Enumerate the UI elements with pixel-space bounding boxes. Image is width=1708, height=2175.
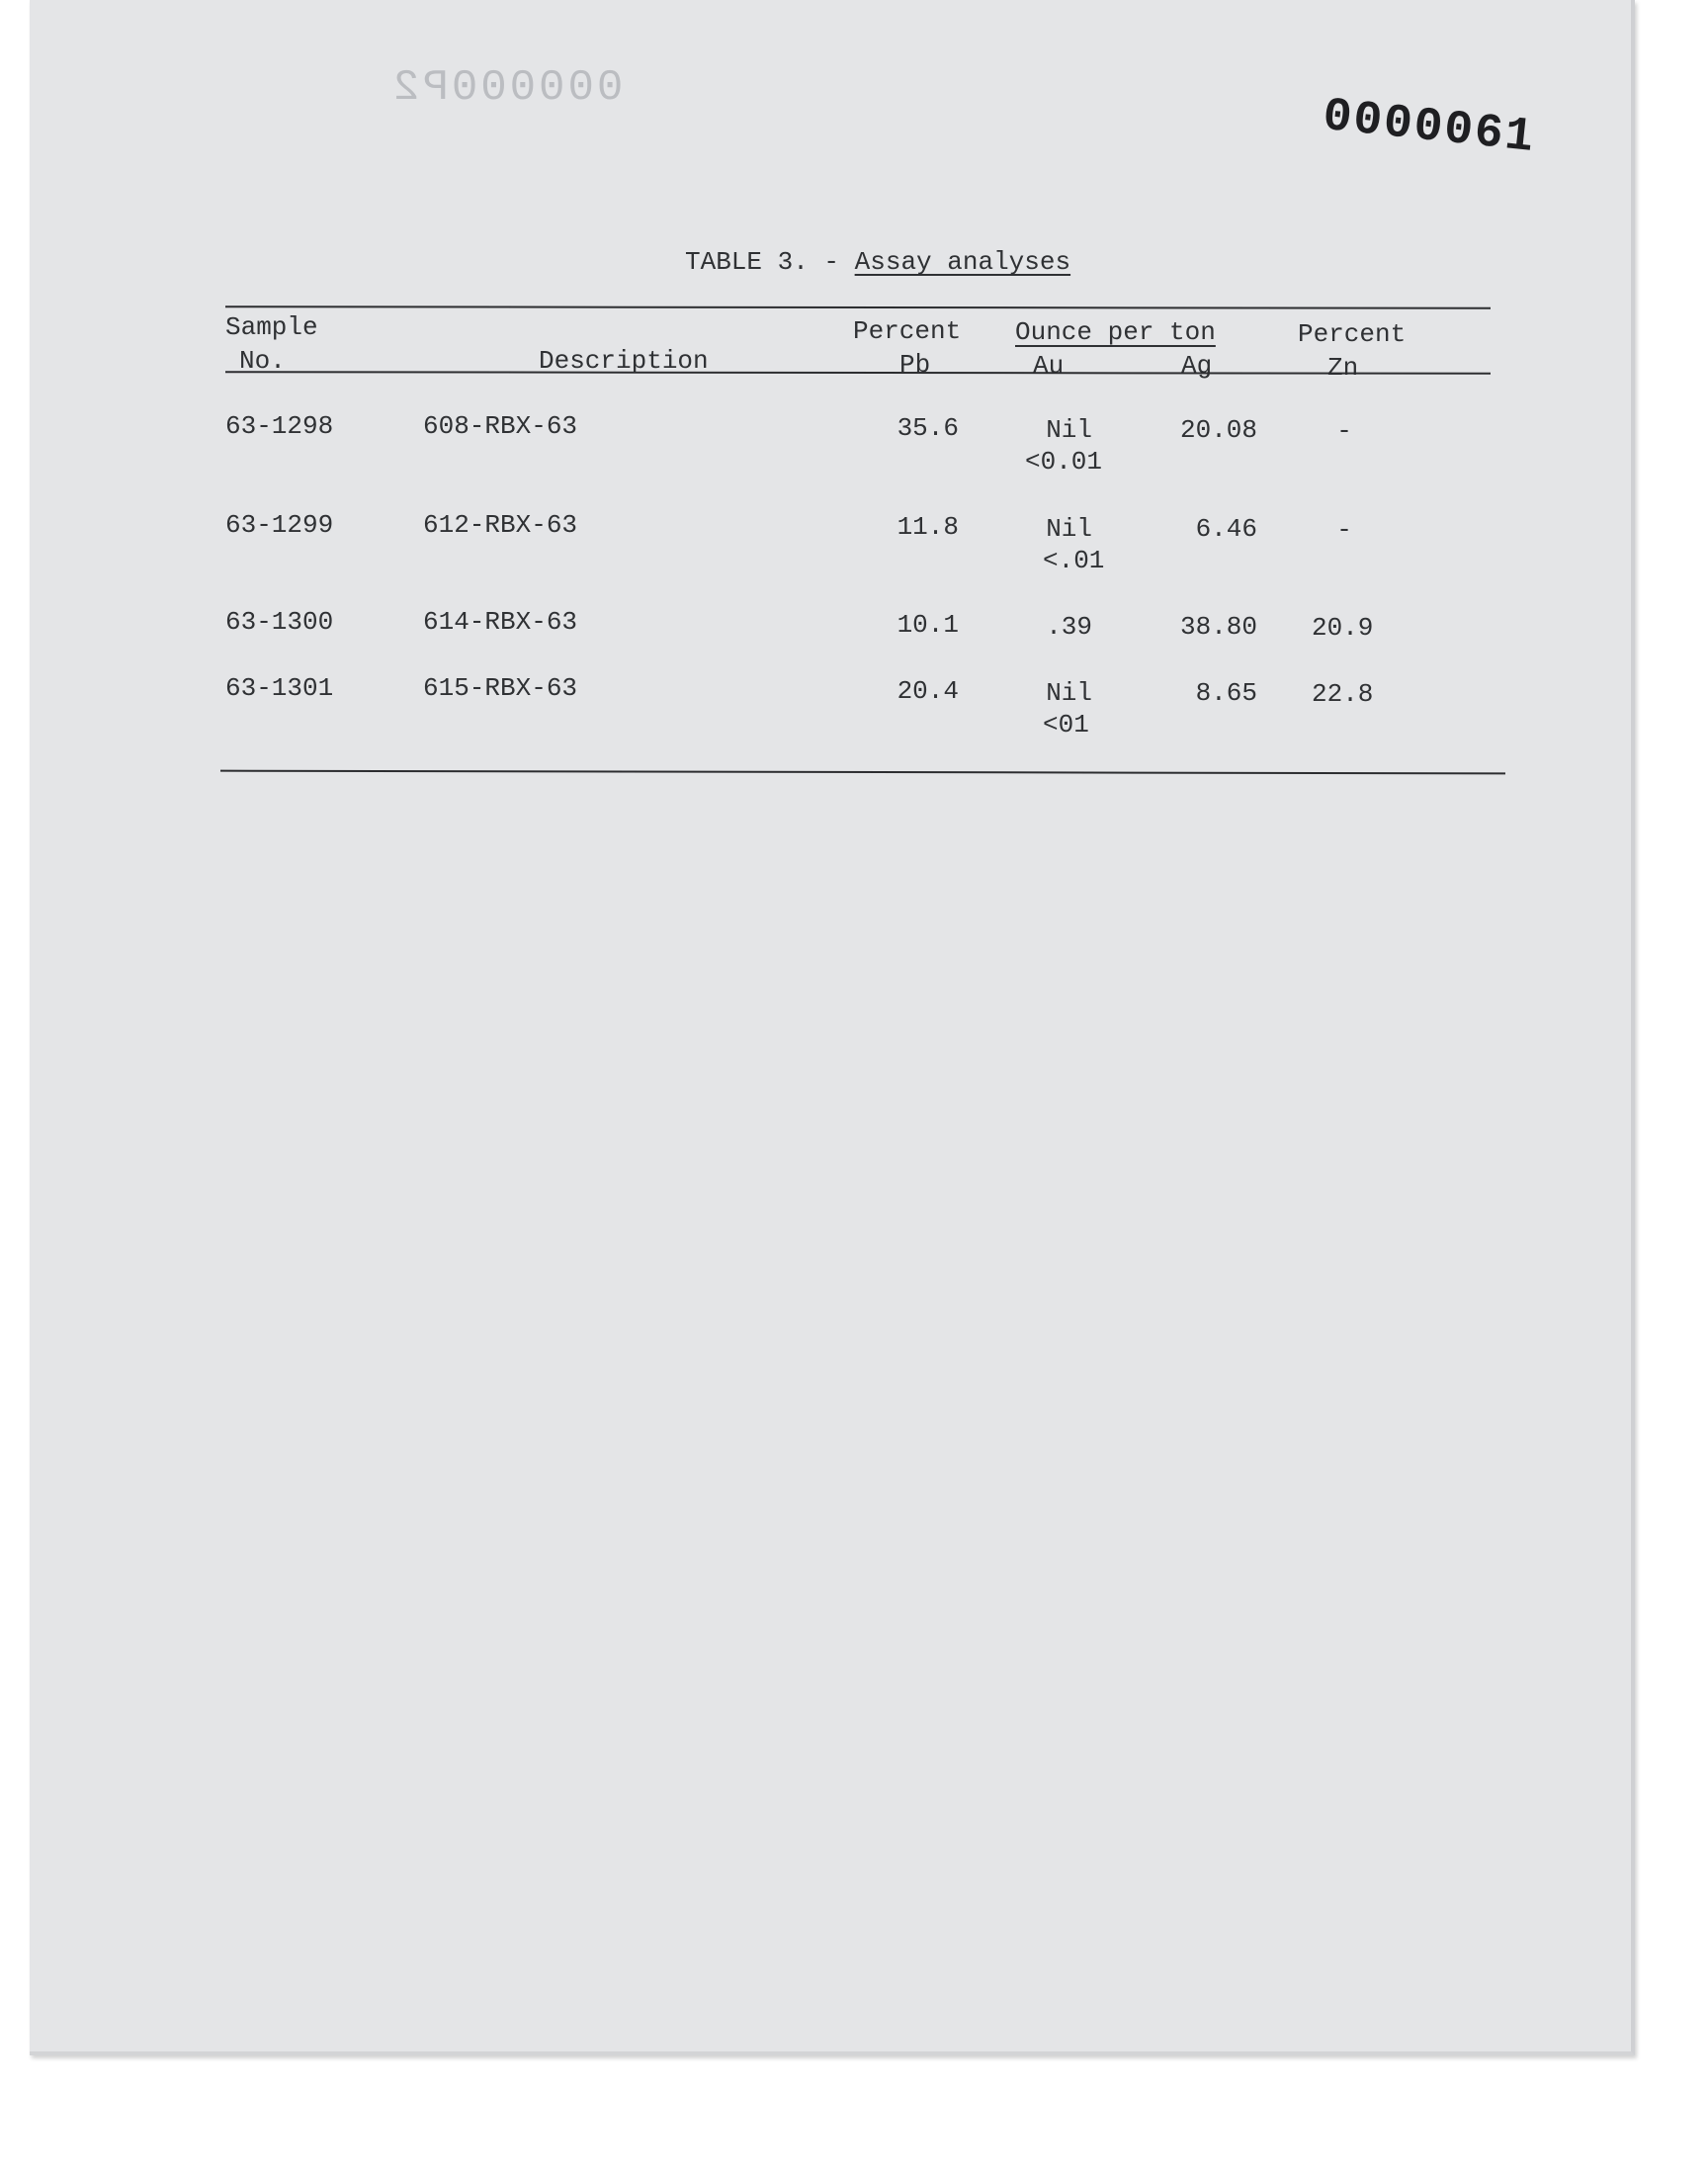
row2-sample: 63-1299 — [225, 510, 334, 540]
table-title-main: Assay analyses — [854, 247, 1071, 277]
table-header-rule — [225, 371, 1491, 375]
row4-ag: 8.65 — [1195, 678, 1257, 708]
page-number-stamp: 0000061 — [1320, 89, 1538, 166]
row3-au: .39 — [1046, 612, 1092, 642]
row1-au: Nil — [1046, 415, 1092, 445]
table-top-rule — [225, 305, 1491, 309]
header-ag: Ag — [1181, 351, 1213, 381]
header-percent-zn-line1: Percent — [1298, 319, 1407, 349]
header-ounce-group-label: Ounce per ton — [1015, 317, 1216, 347]
header-percent-pb-line1: Percent — [853, 316, 962, 346]
header-percent-zn-line2: Zn — [1327, 353, 1359, 383]
row1-zn: - — [1336, 416, 1352, 446]
header-ounce-per-ton — [1015, 317, 1216, 347]
row4-sample: 63-1301 — [225, 673, 334, 703]
row1-ag: 20.08 — [1179, 415, 1257, 445]
paper-sheet — [30, 0, 1635, 2055]
row4-au: Nil — [1046, 678, 1092, 708]
row3-ag: 38.80 — [1179, 612, 1257, 642]
table-bottom-rule — [220, 770, 1505, 775]
table-title-prefix: TABLE 3. - — [685, 247, 855, 277]
row4-description: 615-RBX-63 — [423, 673, 578, 703]
header-sample-line1: Sample — [225, 312, 318, 342]
row4-pb: 20.4 — [897, 676, 959, 706]
row2-ag: 6.46 — [1195, 514, 1257, 544]
row3-pb: 10.1 — [897, 610, 959, 640]
table-title — [685, 247, 1070, 277]
row3-sample: 63-1300 — [225, 607, 334, 637]
row4-au-note: <01 — [1043, 710, 1089, 740]
row2-au-note: <.01 — [1043, 546, 1105, 575]
row3-description: 614-RBX-63 — [423, 607, 578, 637]
row1-au-note: <0.01 — [1025, 447, 1103, 477]
row3-zn: 20.9 — [1312, 613, 1374, 643]
row1-description: 608-RBX-63 — [423, 411, 578, 441]
row2-description: 612-RBX-63 — [423, 510, 578, 540]
header-sample-line2: No. — [239, 346, 286, 376]
row2-pb: 11.8 — [897, 512, 959, 542]
row1-sample: 63-1298 — [225, 411, 334, 441]
row4-zn: 22.8 — [1312, 679, 1374, 709]
header-description: Description — [539, 346, 709, 376]
row1-pb: 35.6 — [897, 413, 959, 443]
row2-au: Nil — [1046, 514, 1092, 544]
header-au: Au — [1033, 351, 1065, 381]
faint-bleedthrough-number: 000000P2 — [390, 63, 624, 113]
row2-zn: - — [1336, 515, 1352, 545]
header-percent-pb-line2: Pb — [899, 350, 931, 380]
